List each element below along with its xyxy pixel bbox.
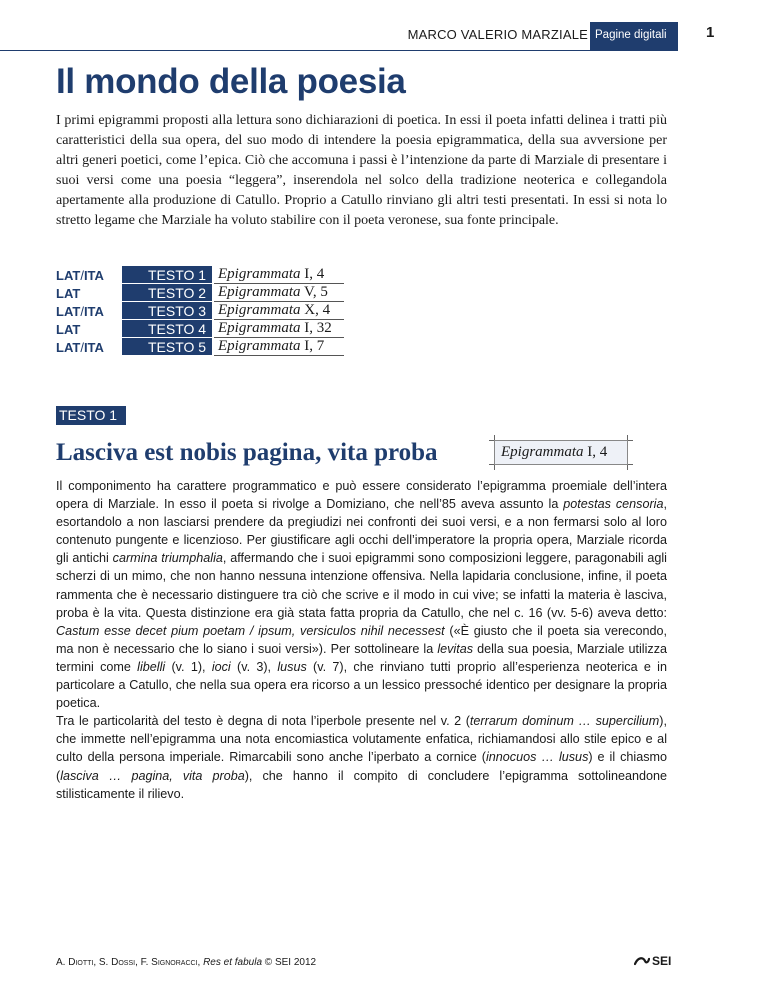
section-reference-work: Epigrammata <box>501 444 584 460</box>
language-label: LAT <box>56 321 81 337</box>
publisher-logo: SEI <box>634 954 671 968</box>
text-row-1[interactable] <box>56 266 344 284</box>
texts-index <box>56 266 344 356</box>
language-label: LAT/ITA <box>56 303 104 319</box>
page-title: Il mondo della poesia <box>56 62 406 101</box>
text-label: TESTO 4 <box>122 320 212 338</box>
section-title: Lasciva est nobis pagina, vita proba <box>56 439 438 466</box>
text-label: TESTO 2 <box>122 284 212 302</box>
text-row-4[interactable] <box>56 320 344 338</box>
section-body <box>56 477 667 803</box>
text-reference: Epigrammata V, 5 <box>214 284 344 302</box>
publisher-logo-icon <box>634 956 650 966</box>
text-row-5[interactable] <box>56 338 344 356</box>
text-reference: Epigrammata I, 7 <box>214 338 344 356</box>
intro-paragraph: I primi epigrammi proposti alla lettura sono dichiarazioni di poetica. In essi il poeta infatti delinea i tratti più caratteristici della sua opera, del suo modo di intendere la poesia epigrammatica, della sua avversione per altri generi poetici, come l’epica. Ciò che accomuna i passi è l’intenzione da parte di Marziale di presentare i suoi versi come una poesia “leggera”, inserendola nel solco della tradizione neoterica e collegandola apertamente alla produzione di Catullo. Proprio a Catullo rinviano gli altri testi presentati. In essi si nota lo stretto legame che Marziale ha voluto stabilire con il poeta veronese, sua fonte principale. <box>56 113 667 228</box>
section-paragraph-1: Il componimento ha carattere programmatico e può essere considerato l’epigramma proemiale dell’intera opera di Marziale. In esso il poeta si rivolge a Domiziano, che nell’85 aveva assunto la potestas censoria, esortandolo a non lasciarsi prendere da pregiudizi nei confronti dei suoi versi, e a non fermarsi solo al loro contenuto pungente e licenzioso. Per giustificare agli occhi dell’imperatore la propria opera, Marziale ricorda gli antichi carmina triumphalia, affermando che i suoi epigrammi sono composizioni leggere, paragonabili agli scherzi di un mimo, che non hanno nessuna intenzione offensiva. Nella lapidaria conclusione, infine, il poeta rammenta che è necessario distinguere tra ciò che scrive e il modo in cui vive; se infatti la materia è lasciva, proba è la vita. Questa distinzione era già stata fatta propria da Catullo, che nel c. 16 (vv. 5-6) aveva detto: Castum esse decet pium poetam / ipsum, versiculos nihil necessest («È giusto che il poeta sia verecondo, ma non è necessario che lo siano i suoi versi»). Per sottolineare la levitas della sua poesia, Marziale utilizza termini come libelli (v. 1), ioci (v. 3), lusus (v. 7), che rinviano tutti proprio all’esperienza neoterica e in particolare a Catullo, che nella sua opera era ricorso a un lessico pressoché identico per designare la propria poetica. <box>56 479 667 711</box>
language-label: LAT/ITA <box>56 267 104 283</box>
text-row-3[interactable] <box>56 302 344 320</box>
text-reference: Epigrammata I, 32 <box>214 320 344 338</box>
text-reference: Epigrammata X, 4 <box>214 302 344 320</box>
text-label: TESTO 1 <box>122 266 212 284</box>
page-number: 1 <box>706 24 715 41</box>
header-rule <box>0 50 678 51</box>
section-reference-number: I, 4 <box>587 444 608 460</box>
section-reference-box <box>494 440 628 465</box>
footer-credits: A. Diotti, S. Dossi, F. Signoracci, Res et fabula © SEI 2012 <box>56 957 317 968</box>
header-tag: Pagine digitali <box>590 22 678 50</box>
text-label: TESTO 5 <box>122 338 212 356</box>
text-label: TESTO 3 <box>122 302 212 320</box>
text-row-2[interactable] <box>56 284 344 302</box>
header-author: MARCO VALERIO MARZIALE <box>407 27 588 42</box>
section-paragraph-2: Tra le particolarità del testo è degna di nota l’iperbole presente nel v. 2 (terrarum dominum … supercilium), che immette nell’epigramma una nota encomiastica volutamente enfatica, richiamandosi allo stile epico e al culto della persona imperiale. Rimarcabili sono anche l’iperbato a cornice (innocuos … lusus) e il chiasmo (lasciva … pagina, vita proba), che hanno il compito di concludere l’epigramma sottolineandone stilisticamente il rilievo. <box>56 714 668 801</box>
section-tag: TESTO 1 <box>56 406 126 425</box>
language-label: LAT <box>56 285 81 301</box>
text-reference: Epigrammata I, 4 <box>214 266 344 284</box>
language-label: LAT/ITA <box>56 339 104 355</box>
